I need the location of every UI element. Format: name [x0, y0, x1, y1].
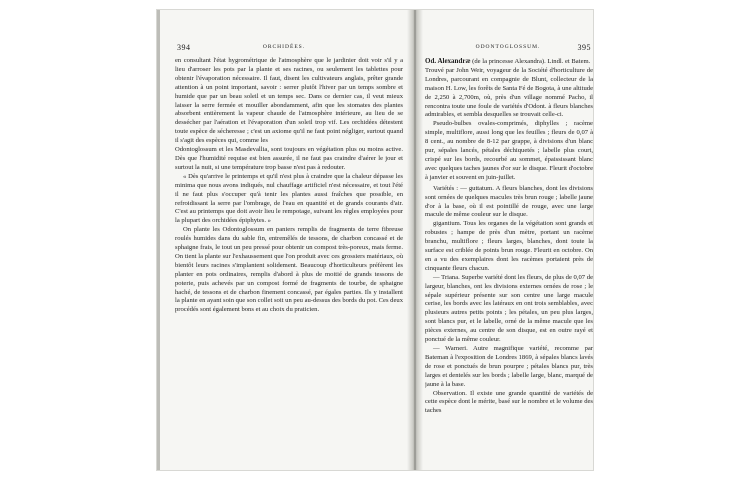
- paragraph: — Warneri. Autre magnifique variété, recomme par Bateman à l'exposition de Londres 1869, à sépales blancs lavés de rose et ponctués de brun pourpre ; pétales blancs pur, très larges et dentelés sur les bords ; labelle large, blanc, marqué de jaune à la base.: [425, 345, 593, 388]
- right-page-header: [423, 44, 593, 54]
- paragraph: en consultant l'état hygrométrique de l'atmosphère que le jardinier doit voir s'il y a lieu d'arroser les pots par la plante et ses racines, ou seulement les tablettes pour obtenir l'évaporation nécessaire. Il faut, disent les cultivateurs anglais, prêter grande attention à un point important, savoir : serrer plutôt l'hiver par un temps sombre et humide que par un beau soleil et un temps sec. Dans ce dernier cas, il veut mieux laisser la serre fermée et mouiller abondamment, afin que les stomates des plantes absorbent entièrement la vapeur chaude de l'atmosphère intérieure, au lieu de se dessécher par l'aération et l'évaporation d'un soleil trop vif. Les orchidées détestent toute espèce de sécheresse ; c'est un axiome qu'il ne faut point négliger, surtout quand il s'agit des espèces qui, comme les: [175, 57, 403, 145]
- paragraph: Trouvé par John Weir, voyageur de la Société d'horticulture de Londres, parcourant en compagnie de Blunt, collecteur de la maison H. Low, les forêts de Santa Fé de Bogota, à une altitude de 2,250 à 2,700m, où, près d'un village nommé Pacho, il rencontra toute une foule de variétés d'Odont. à fleurs blanches admirables, et sembla desquelles se trouvait celle-ci.: [425, 66, 593, 119]
- right-page: [423, 10, 593, 470]
- book-gutter: [407, 10, 423, 470]
- left-page: [161, 10, 407, 470]
- entry-title: Od. Alexandræ: [425, 57, 471, 65]
- paragraph: — Triana. Superbe variété dont les fleurs, de plus de 0,07 de largeur, blanches, ont les divisions externes ornées de rose ; le sépale supérieur présente sur son centre une large macule cerise, les bords avec les latéraux en ont trois semblables, avec plusieurs autres petits points ; les pétales, un peu plus larges, sont blancs pur, et le labelle, orné de la même macule que les pièces externes, au centre de son disque, est en outre rayé et ponctué de la même couleur.: [425, 273, 593, 344]
- right-running-title: ODONTOGLOSSUM.: [475, 44, 541, 50]
- paragraph: Observation. Il existe une grande quantité de variétés de cette espèce dont le mérite, basé sur le nombre et le volume des taches: [425, 389, 593, 415]
- right-page-number: 395: [577, 43, 591, 52]
- paragraph: « Dès qu'arrive le printemps et qu'il n'est plus à craindre que la chaleur dépasse les minima que nous avons indiqués, nul chauffage artificiel n'est nécessaire, et tout l'été il ne faut plus s'occuper qu'à tenir les plantes aussi fraîches que possible, en refroidissant la serre par l'ombrage, de l'eau en quantité et de grands courants d'air. C'est au printemps que doit avoir lieu le rempotage, suivant les règles employées pour la plupart des orchidées épiphytes. »: [175, 172, 403, 225]
- left-page-number: 394: [177, 43, 191, 52]
- entry-heading: [425, 57, 593, 67]
- right-page-text: [425, 57, 593, 457]
- book-spread: [157, 10, 593, 470]
- paragraph: On plante les Odontoglossum en paniers remplis de fragments de terre fibreuse roulés humides dans du sable fin, entremêlés de tessons, de charbon concassé et de sphaigne frais, le tout un peu pressé pour obtenir un compost très-poreux, mais ferme. On tient la plante sur l'exhaussement que l'on produit avec ces grossiers matériaux, où bientôt leurs racines s'implantent solidement. Beaucoup d'horticulteurs préfèrent les planter en pots ordinaires, remplis d'abord à plus de moitié de grands tessons de poterie, puis achevés par un compost formé de fragments de tourbe, de sphaigne haché, de tessons et de charbon finement concassé, par égales parties. Ils y installent la plante en ayant soin que son collet soit un peu au-dessus des bords du pot. Ces deux procédés sont également bons et au choix du praticien.: [175, 226, 403, 314]
- paragraph: Odontoglossum et les Masdevallia, sont toujours en végétation plus ou moins active. Dès que l'humidité requise est bien assurée, il ne faut pas craindre d'aérer le jour et surtout la nuit, si une température trop basse n'est pas à redouter.: [175, 146, 403, 171]
- left-page-text: [175, 57, 403, 457]
- left-running-title: ORCHIDÉES.: [262, 44, 306, 50]
- paragraph: gigantium. Tous les organes de la végétation sont grands et robustes ; hampe de près d'un mètre, portant un racème branchu, multiflore ; fleurs larges, blanches, dont toute la surface est criblée de points brun rouge. Fleurit en octobre. On en a vu des exemplaires dont les racèmes portaient près de cinquante fleurs chacun.: [425, 220, 593, 272]
- entry-subtitle: (de la princesse Alexandra). Lindl. et Batem.: [472, 58, 591, 65]
- paragraph: Variétés : — guttatum. A fleurs blanches, dont les divisions sont ornées de quelques macules très brun rouge ; labelle jaune d'or à la base, où il est pointillé de rouge, avec une large macule de même couleur sur le disque.: [425, 184, 593, 219]
- page-edge: [157, 10, 160, 470]
- left-page-header: [161, 44, 407, 54]
- paragraph: Pseudo-bulbes ovales-comprimés, diphylles ; racème simple, multiflore, aussi long que les feuilles ; fleurs de 0,07 à 8 cent., au nombre de 8-12 par grappe, à divisions d'un blanc pur, sépales lancés, pétales déchiquetés ; labelle plus court, crispé sur les bords, recourbé au sommet, épaississant blanc avec quelques taches jaunes d'or sur le disque. Fleurit d'octobre à janvier et souvent en juin-juillet.: [425, 120, 593, 181]
